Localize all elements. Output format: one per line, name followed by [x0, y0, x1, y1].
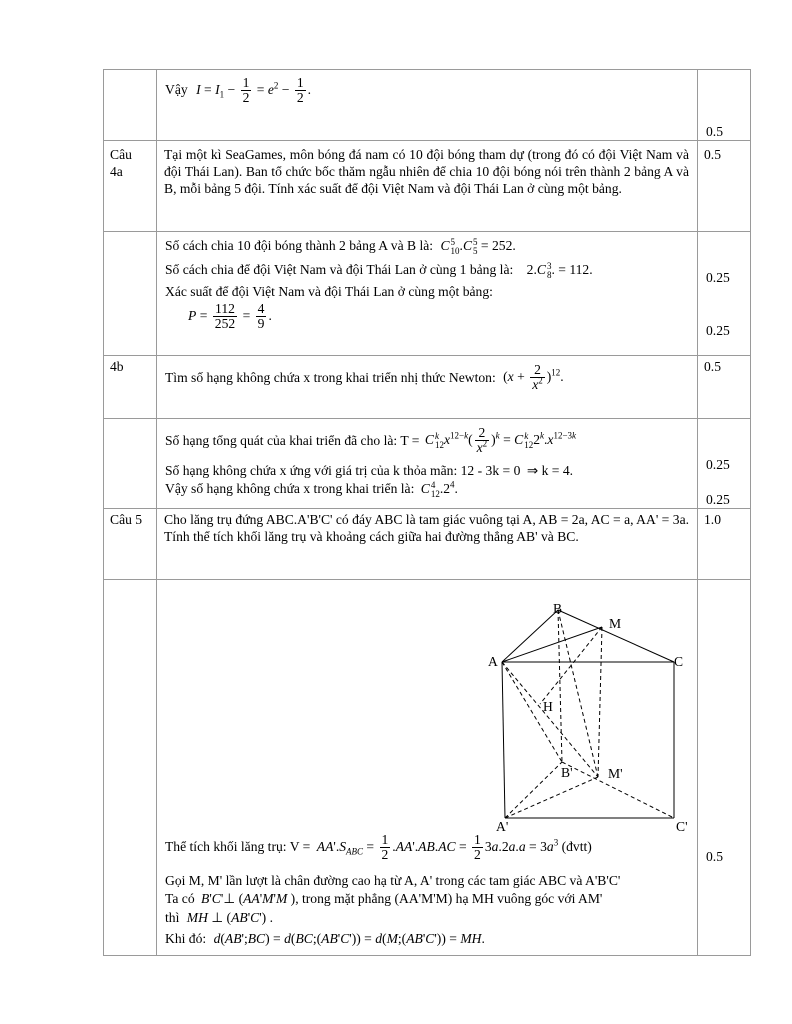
points-cell [698, 580, 751, 956]
solution-line [165, 833, 592, 863]
points-value: 0.5 [704, 147, 721, 162]
content-cell [157, 232, 698, 356]
table-row [104, 419, 751, 509]
question-text: Tìm số hạng không chứa x trong khai triển nhị thức Newton: [165, 369, 496, 385]
table-row [104, 509, 751, 580]
points-value: 1.0 [704, 512, 721, 527]
edge-A1B1 [505, 762, 562, 818]
segment-AM1 [502, 662, 598, 777]
points-cell [698, 419, 751, 509]
question-text: Tại một kì SeaGames, môn bóng đá nam có 10 đội bóng tham dự (trong đó có đội Việt Nam và đội Thái Lan). Ban tổ chức bốc thăm ngẫu nhiên để chia 10 đội bóng nói trên thành 2 bảng A và B, mỗi bảng 5 đội. Tính xác suất để đội Việt Nam và đội Thái Lan ở cùng một bảng. [164, 147, 689, 196]
solution-text: Gọi M, M' lần lượt là chân đường cao hạ từ A, A' trong các tam giác ABC và A'B'C' [165, 873, 621, 888]
formula: MH ⊥ (AB'C') . [186, 910, 274, 925]
points-value: 0.5 [706, 849, 723, 864]
points-cell [698, 141, 751, 232]
formula: P = $\frac{112}{252}$ = $\frac{4}{9}$ . [188, 301, 272, 332]
points-cell [698, 356, 751, 419]
label-cell [104, 580, 157, 956]
solution-text: Khi đó: [165, 931, 207, 946]
label-B-prime: B' [561, 765, 573, 780]
table-row [104, 70, 751, 141]
formula: ⇒ k = 4. [526, 463, 574, 478]
solution-text: thì [165, 910, 180, 925]
solution-text: Số hạng tổng quát của khai triển đã cho là: T = [165, 432, 420, 448]
solution-line [165, 891, 602, 907]
segment-MM1 [598, 627, 602, 777]
points-value: 0.25 [706, 270, 730, 285]
solution-text: Ta có [165, 891, 195, 906]
points-cell [698, 509, 751, 580]
label-M-prime: M' [608, 766, 623, 781]
table-row [104, 141, 751, 232]
points-cell [698, 232, 751, 356]
question-label: 4b [110, 359, 124, 374]
prism-figure [157, 580, 698, 840]
formula: C k 12 $x^{12-k}$( $\frac{2}{x^2}$ )$^k$ = C k 12 $2^k.x^{12-3k}$ [424, 425, 577, 456]
formula: (x + $\frac{2}{x^2}$ )$^{12}$. [503, 362, 564, 393]
segment-AM [502, 627, 602, 662]
solution-table [103, 69, 751, 956]
formula: $AA'.S_{ABC}$ = $\frac{1}{2}$ .AA'.AB.AC = $\frac{1}{2}$ $3a.2a.a = 3a^3$ (đvtt) [316, 832, 592, 863]
question-label: Câu 5 [110, 512, 143, 527]
formula: d(AB';BC) = d(BC;(AB'C')) = d(M;(AB'C')) = MH. [213, 931, 485, 946]
points-value: 0.5 [704, 359, 721, 374]
content-cell [157, 70, 698, 141]
edge-AA1 [502, 662, 505, 818]
label-cell [104, 356, 157, 419]
row1-formula: $I = I_1$ − $\frac{1}{2}$ = $e^2$ − $\frac{1}{2}$ . [196, 75, 312, 106]
points-value: 0.25 [706, 457, 730, 472]
content-cell [157, 356, 698, 419]
label-cell [104, 70, 157, 141]
points-value: 0.25 [706, 323, 730, 338]
solution-line [165, 481, 458, 499]
table-row [104, 232, 751, 356]
formula: C 4 12 $.2^4$. [420, 479, 458, 499]
formula: B'C'⊥ (AA'M'M ) [201, 891, 296, 906]
solution-text: Số hạng không chứa x ứng với giá trị của k thỏa mãn: 12 - 3k = 0 [165, 463, 521, 478]
solution-text: Xác suất để đội Việt Nam và đội Thái Lan ở cùng một bảng: [165, 284, 493, 299]
label-M: M [609, 616, 622, 631]
label-cell [104, 419, 157, 509]
formula: C 5 10 .C 5 5 = 252. [440, 237, 516, 256]
content-cell [157, 419, 698, 509]
solution-line [165, 910, 273, 926]
points-value: 0.5 [706, 124, 723, 139]
label-cell [104, 141, 157, 232]
label-cell [104, 509, 157, 580]
solution-line [165, 463, 573, 479]
label-H: H [543, 699, 553, 714]
solution-text: Số cách chia để đội Việt Nam và đội Thái Lan ở cùng 1 bảng là: [165, 262, 514, 278]
question-line [165, 363, 564, 393]
segment-AB1 [502, 662, 562, 762]
content-cell [157, 580, 698, 956]
label-A: A [488, 654, 498, 669]
question-label: Câu 4a [110, 147, 132, 179]
question-text: Cho lăng trụ đứng ABC.A'B'C' có đáy ABC là tam giác vuông tại A, AB = 2a, AC = a, AA' = 3a. Tính thể tích khối lăng trụ và khoảng cách giữa hai đường thẳng AB' và BC. [164, 512, 689, 544]
table-row [104, 356, 751, 419]
solution-text: , trong mặt phẳng (AA'M'M) hạ MH vuông góc với AM' [295, 891, 603, 906]
solution-text: Số cách chia 10 đội bóng thành 2 bảng A và B là: [165, 238, 434, 254]
formula: 2.C 3 8 . = 112. [526, 261, 593, 280]
points-value: 0.25 [706, 492, 730, 507]
solution-line [165, 931, 485, 947]
label-C: C [674, 654, 684, 669]
edge-BB1 [558, 610, 562, 762]
edge-AB [502, 610, 558, 662]
solution-text: Thể tích khối lăng trụ: V = [165, 838, 311, 854]
content-cell [157, 509, 698, 580]
solution-line [165, 426, 576, 456]
label-cell [104, 232, 157, 356]
table-row [104, 580, 751, 956]
points-cell [698, 70, 751, 141]
content-cell [157, 141, 698, 232]
row1-text: Vậy [165, 81, 188, 97]
label-C-prime: C' [676, 819, 688, 834]
label-B: B [553, 601, 563, 616]
segment-A1M1 [505, 777, 598, 818]
solution-line [165, 238, 516, 256]
solution-text: Vậy số hạng không chứa x trong khai triển là: [165, 481, 415, 497]
solution-line [165, 262, 593, 280]
label-A-prime: A' [496, 819, 509, 834]
